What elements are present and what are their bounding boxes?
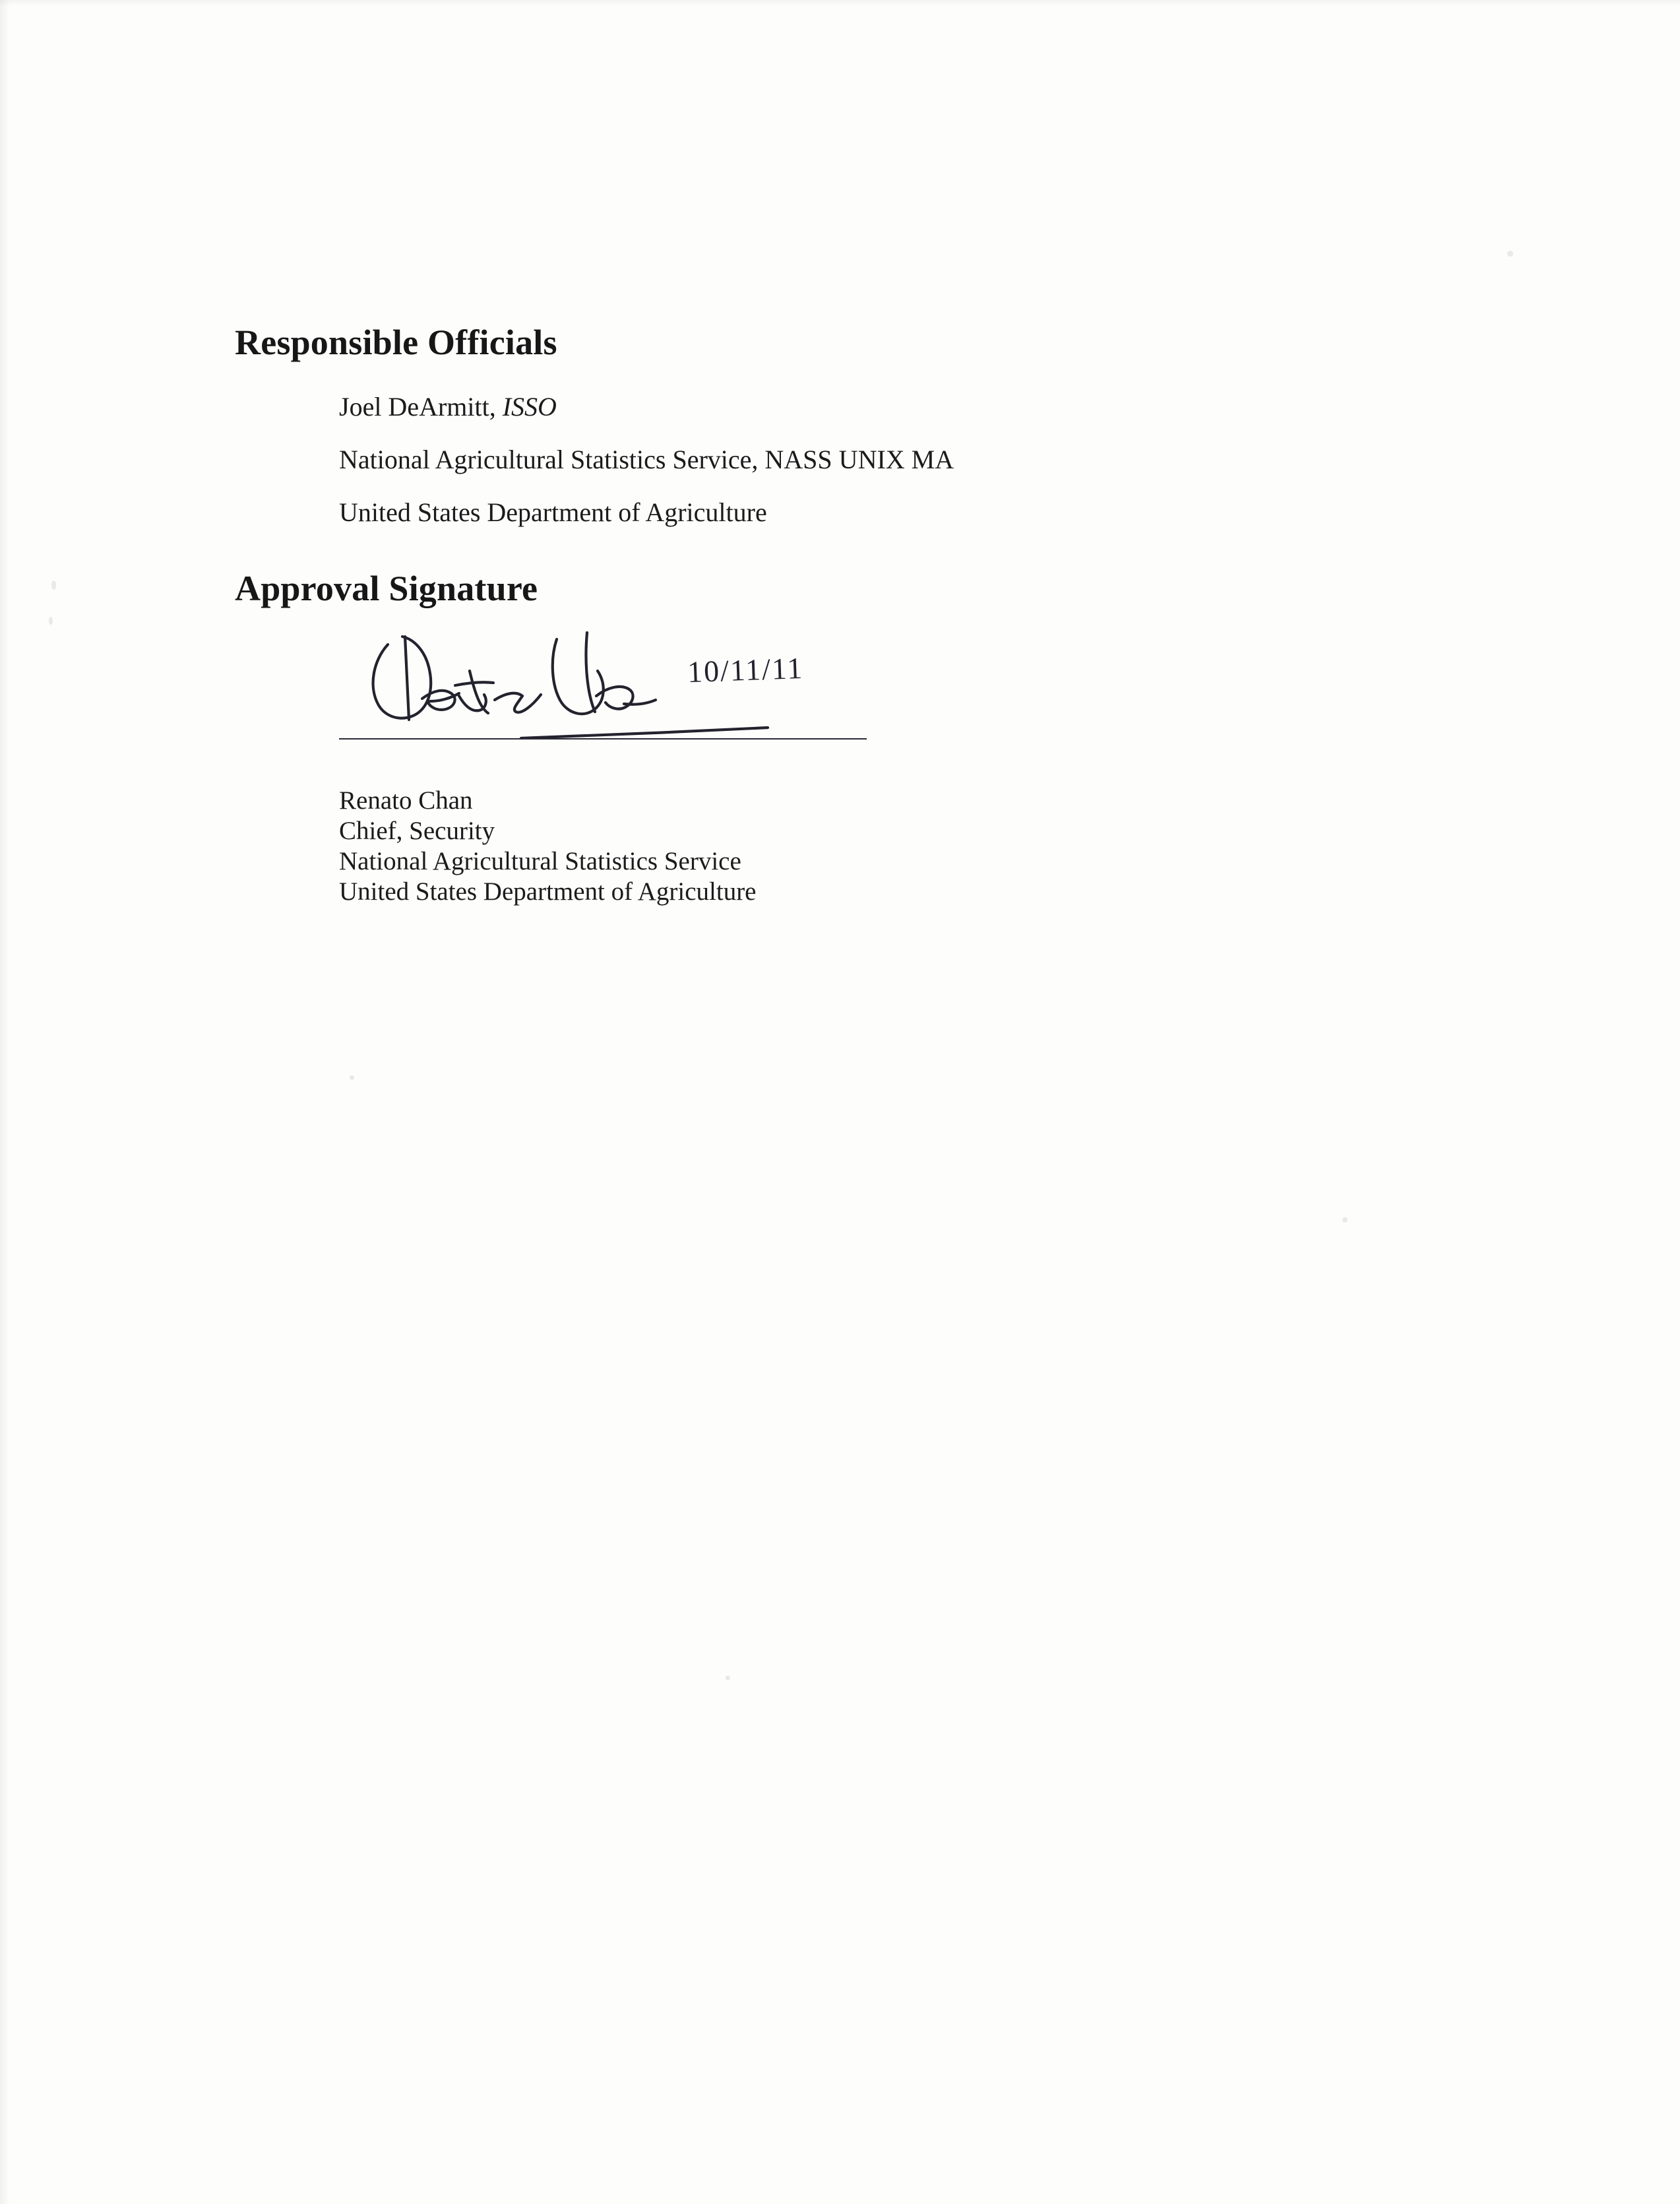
signature-line	[339, 738, 867, 740]
page-title-approval-signature: Approval Signature	[235, 569, 538, 609]
official-role: ISSO	[502, 392, 557, 422]
official-line-3	[339, 499, 1422, 526]
official-line-1	[339, 394, 1422, 420]
signer-organization: National Agricultural Statistics Service	[339, 846, 741, 875]
page-title-responsible-officials: Responsible Officials	[235, 323, 557, 362]
signer-block	[339, 786, 1422, 907]
official-department: United States Department of Agriculture	[339, 497, 767, 528]
scan-edge-shadow-top	[0, 0, 1680, 7]
signer-name: Renato Chan	[339, 786, 473, 815]
scan-speck	[1507, 251, 1513, 257]
scan-speck	[726, 1676, 730, 1680]
scan-speck	[51, 581, 56, 590]
scan-speck	[350, 1075, 354, 1080]
responsible-officials-block	[339, 394, 1422, 526]
signer-department: United States Department of Agriculture	[339, 877, 757, 906]
scan-speck	[49, 617, 53, 625]
scan-edge-shadow-left	[0, 0, 9, 2204]
official-organization: National Agricultural Statistics Service, NASS UNIX MA	[339, 445, 954, 475]
signer-title: Chief, Security	[339, 816, 495, 845]
signature-date: 10/11/11	[687, 650, 804, 689]
signature-area	[339, 638, 1422, 776]
scan-speck	[1342, 1217, 1348, 1222]
document-content	[235, 323, 1422, 907]
official-line-2	[339, 447, 1422, 473]
official-name: Joel DeArmitt,	[339, 392, 496, 422]
